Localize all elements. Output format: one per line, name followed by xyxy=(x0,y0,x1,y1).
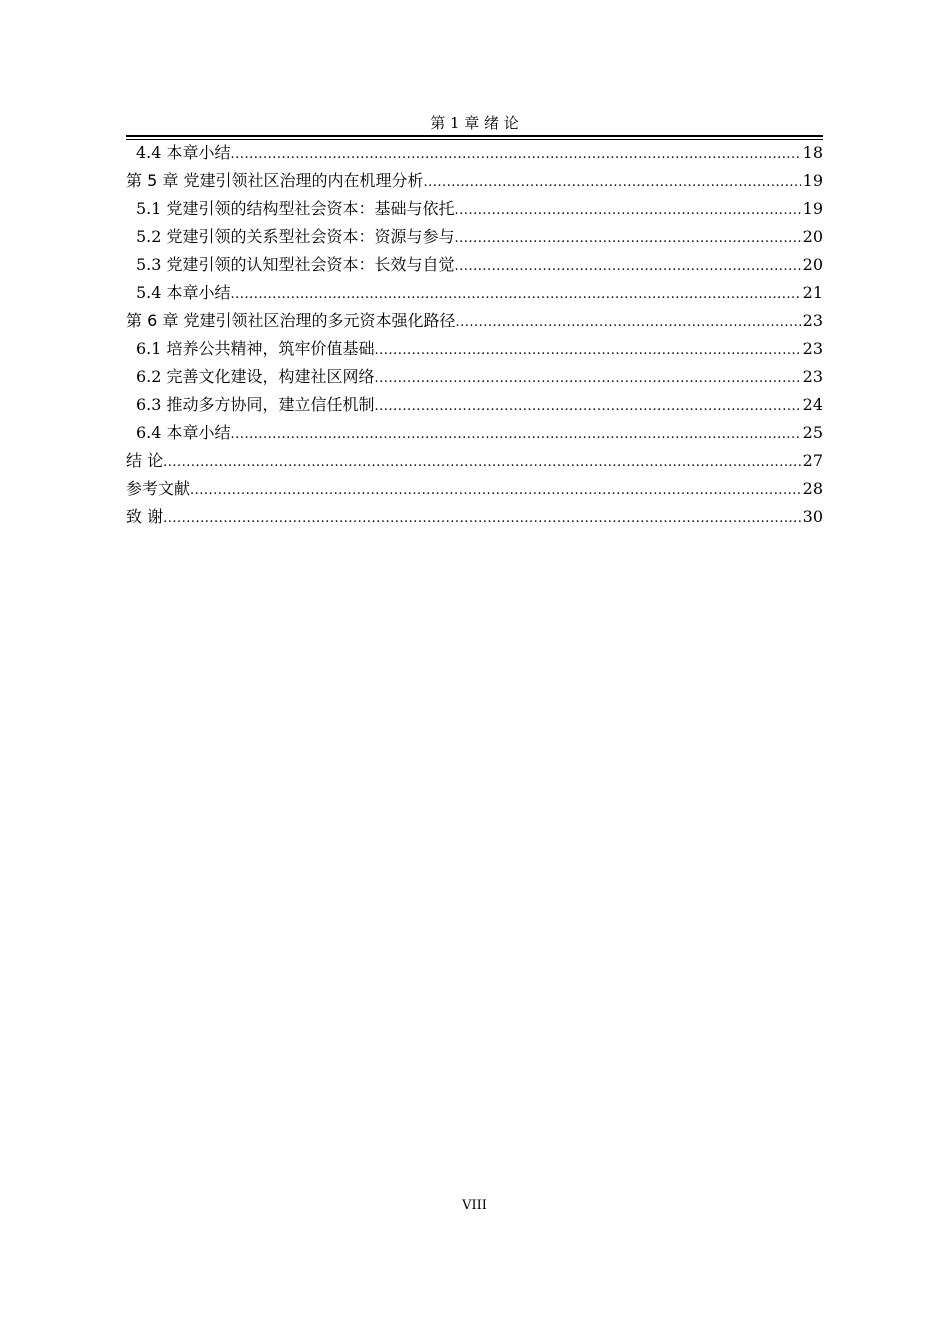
toc-entry[interactable] xyxy=(126,363,823,391)
toc-entry-title: 5.3 党建引领的认知型社会资本：长效与自觉 xyxy=(136,255,455,274)
toc-dot-leader xyxy=(231,421,801,449)
toc-entry-page-number: 24 xyxy=(802,395,823,414)
toc-entry[interactable] xyxy=(126,503,823,531)
toc-dot-leader xyxy=(455,253,801,281)
toc-entry-page-number: 20 xyxy=(802,227,823,246)
toc-entry-title: 5.4 本章小结 xyxy=(136,283,231,302)
header-rule-thick xyxy=(126,135,823,137)
toc-entry-page-number: 23 xyxy=(802,367,823,386)
toc-dot-leader xyxy=(375,393,801,421)
toc-entry-title: 4.4 本章小结 xyxy=(136,143,231,162)
toc-entry-title: 5.1 党建引领的结构型社会资本：基础与依托 xyxy=(136,199,455,218)
toc-entry-page-number: 19 xyxy=(802,171,823,190)
toc-entry-title: 结 论 xyxy=(126,451,164,470)
toc-dot-leader xyxy=(455,309,800,337)
toc-dot-leader xyxy=(375,337,801,365)
toc-entry[interactable] xyxy=(126,167,823,195)
toc-dot-leader xyxy=(163,505,801,533)
toc-entry-page-number: 27 xyxy=(802,451,823,470)
toc-entry-title: 6.3 推动多方协同，建立信任机制 xyxy=(136,395,375,414)
toc-entry[interactable] xyxy=(126,307,823,335)
toc-entry[interactable] xyxy=(126,475,823,503)
toc-entry[interactable] xyxy=(126,195,823,223)
toc-entry-title: 第 5 章 党建引领社区治理的内在机理分析 xyxy=(126,171,424,190)
toc-dot-leader xyxy=(455,197,801,225)
running-header: 第 1 章 绪 论 xyxy=(430,114,519,132)
toc-entry[interactable] xyxy=(126,447,823,475)
toc-entry-page-number: 21 xyxy=(802,283,823,302)
toc-dot-leader xyxy=(190,477,801,505)
toc-entry[interactable] xyxy=(126,251,823,279)
toc-entry-page-number: 18 xyxy=(802,143,823,162)
toc-entry-page-number: 28 xyxy=(802,479,823,498)
toc-entry-page-number: 19 xyxy=(802,199,823,218)
toc-entry-title: 5.2 党建引领的关系型社会资本：资源与参与 xyxy=(136,227,455,246)
toc-entry-title: 6.2 完善文化建设，构建社区网络 xyxy=(136,367,375,386)
toc-dot-leader xyxy=(163,449,801,477)
toc-entry[interactable] xyxy=(126,279,823,307)
toc-entry[interactable] xyxy=(126,335,823,363)
toc-entry-page-number: 23 xyxy=(802,311,823,330)
toc-entry[interactable] xyxy=(126,391,823,419)
toc-entry-title: 致 谢 xyxy=(126,507,164,526)
toc-entry-page-number: 23 xyxy=(802,339,823,358)
toc-entry[interactable] xyxy=(126,223,823,251)
toc-dot-leader xyxy=(231,281,801,309)
page-number: VIII xyxy=(462,1198,487,1213)
toc-dot-leader xyxy=(423,169,800,197)
toc-entry-page-number: 20 xyxy=(802,255,823,274)
toc-dot-leader xyxy=(455,225,801,253)
toc-entry-title: 参考文献 xyxy=(126,479,191,498)
toc-entry-title: 第 6 章 党建引领社区治理的多元资本强化路径 xyxy=(126,311,456,330)
toc-entry-title: 6.4 本章小结 xyxy=(136,423,231,442)
toc-dot-leader xyxy=(231,141,801,169)
toc-entry[interactable] xyxy=(126,419,823,447)
toc-entry[interactable] xyxy=(126,139,823,167)
toc-entry-page-number: 30 xyxy=(802,507,823,526)
toc-entry-page-number: 25 xyxy=(802,423,823,442)
toc-entry-title: 6.1 培养公共精神，筑牢价值基础 xyxy=(136,339,375,358)
toc-dot-leader xyxy=(375,365,801,393)
table-of-contents xyxy=(126,139,823,531)
